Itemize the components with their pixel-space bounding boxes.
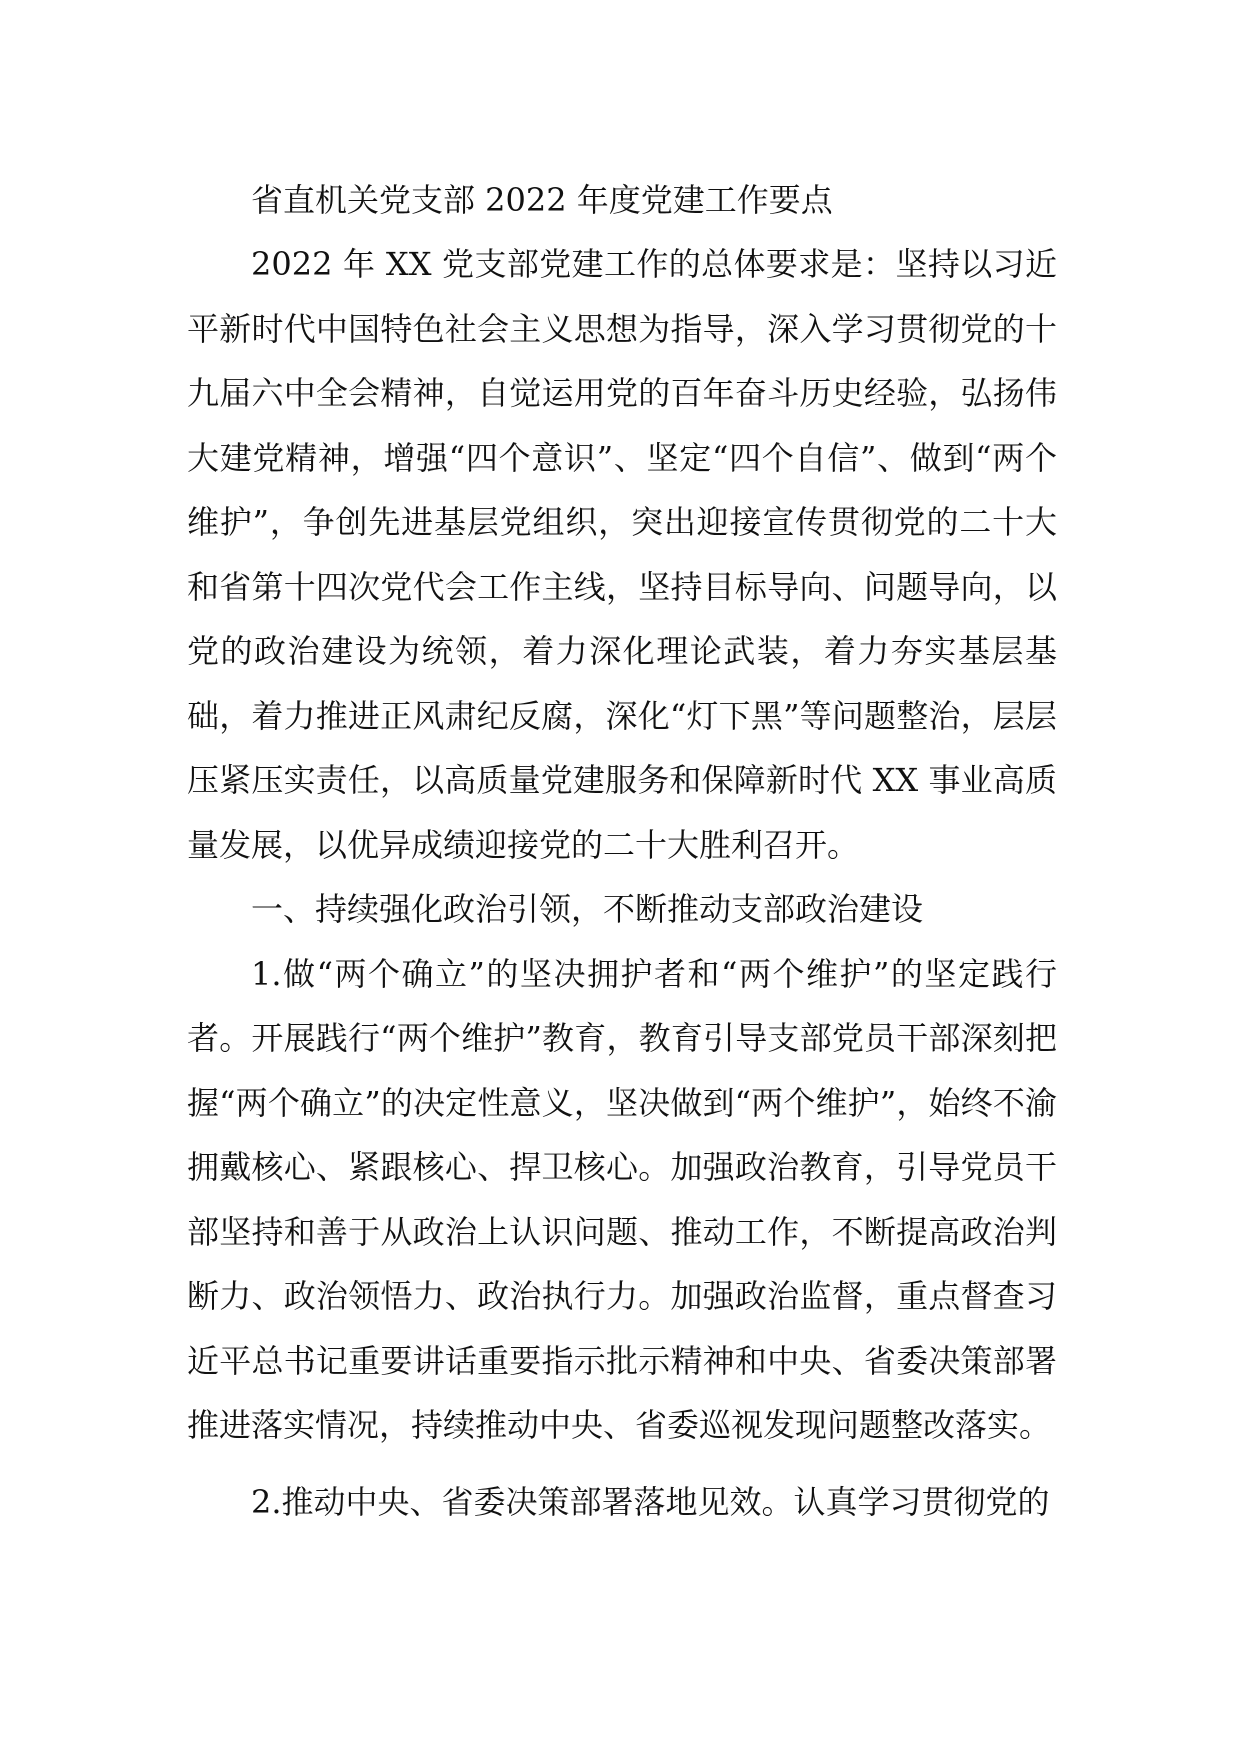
- intro-paragraph: 2022 年 XX 党支部党建工作的总体要求是：坚持以习近平新时代中国特色社会主义思想为指导，深入学习贯彻党的十九届六中全会精神，自觉运用党的百年奋斗历史经验，弘扬伟大建党精神，增强“四个意识”、坚定“四个自信”、做到“两个维护”，争创先进基层党组织，突出迎接宣传贯彻党的二十大和省第十四次党代会工作主线，坚持目标导向、问题导向，以党的政治建设为统领，着力深化理论武装，着力夯实基层基础，着力推进正风肃纪反腐，深化“灯下黑”等问题整治，层层压紧压实责任，以高质量党建服务和保障新时代 XX 事业高质量发展，以优异成绩迎接党的二十大胜利召开。: [187, 245, 1057, 864]
- paragraph-gap: [187, 1458, 1057, 1470]
- item-1-paragraph: 1.做“两个确立”的坚决拥护者和“两个维护”的坚定践行者。开展践行“两个维护”教育，教育引导支部党员干部深刻把握“两个确立”的决定性意义，坚决做到“两个维护”，始终不渝拥戴核心、紧跟核心、捍卫核心。加强政治教育，引导党员干部坚持和善于从政治上认识问题、推动工作，不断提高政治判断力、政治领悟力、政治执行力。加强政治监督，重点督查习近平总书记重要讲话重要指示批示精神和中央、省委决策部署推进落实情况，持续推动中央、省委巡视发现问题整改落实。: [187, 954, 1057, 1444]
- item-2-paragraph: 2.推动中央、省委决策部署落地见效。认真学习贯彻党的: [251, 1482, 1050, 1521]
- document-title: 省直机关党支部 2022 年度党建工作要点: [251, 181, 833, 219]
- document-body: [187, 168, 1057, 1534]
- section-heading: 一、持续强化政治引领，不断推动支部政治建设: [251, 890, 924, 928]
